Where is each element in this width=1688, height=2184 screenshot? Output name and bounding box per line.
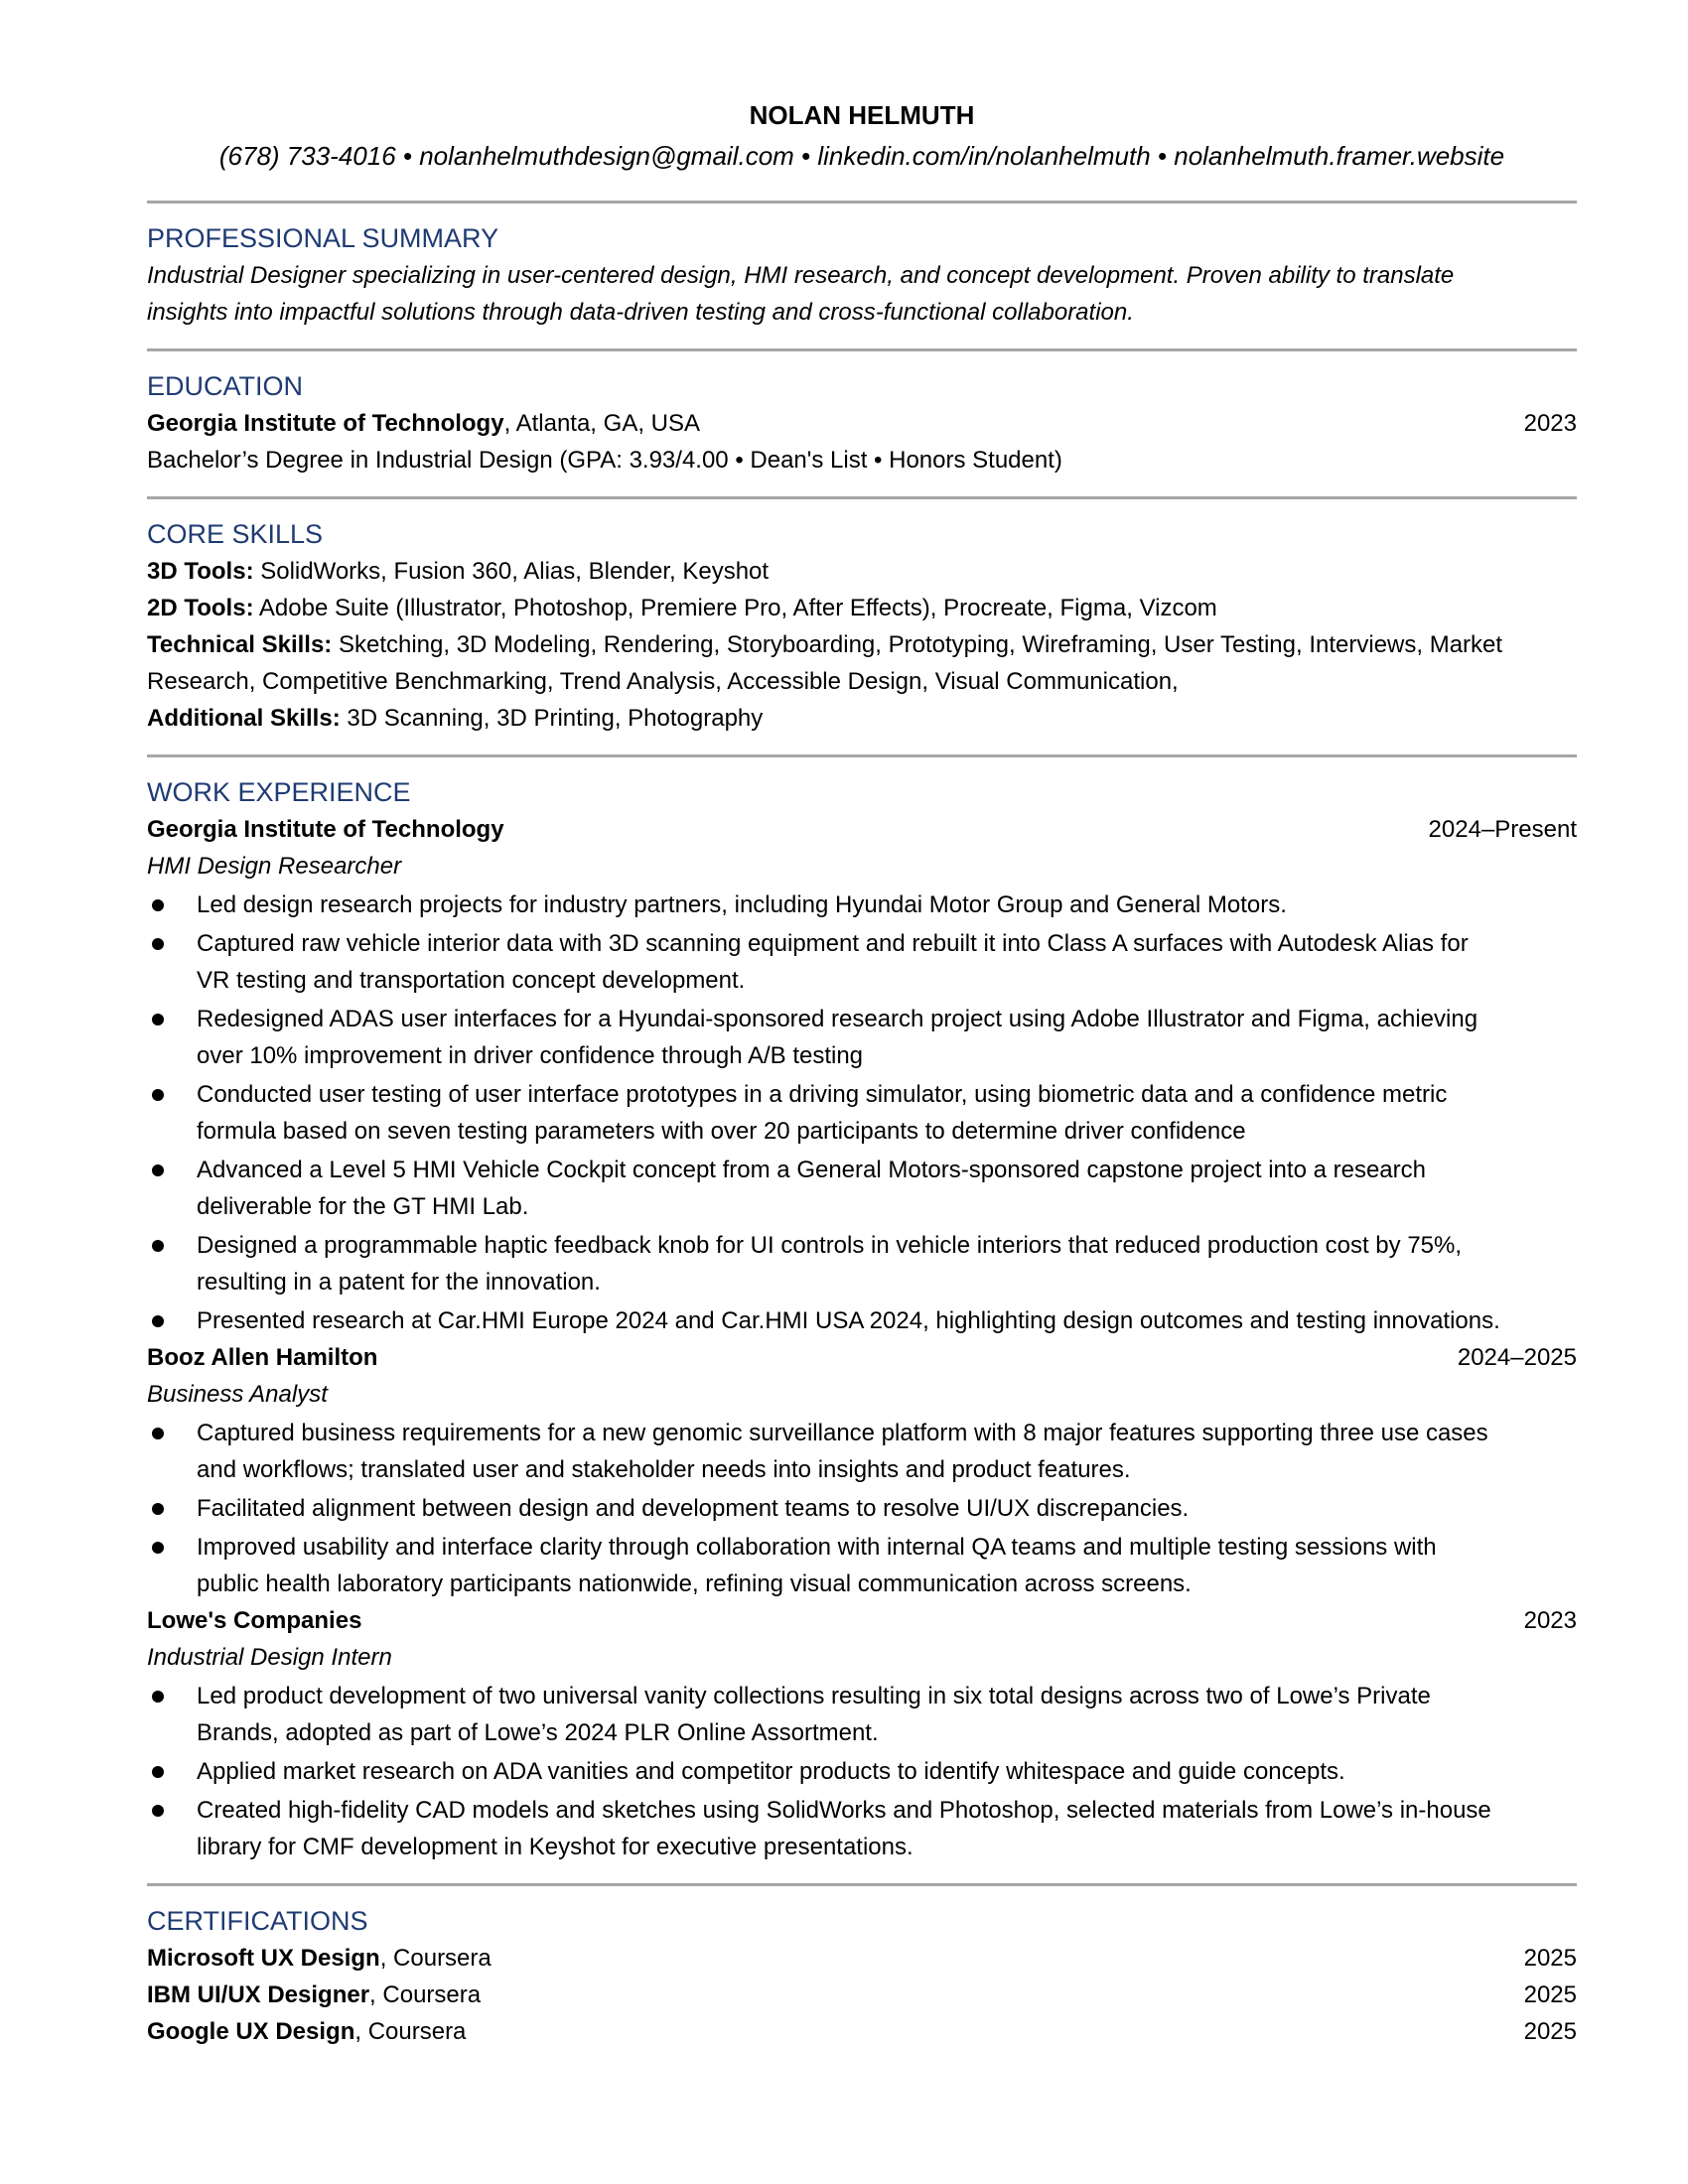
bullet-dot-icon: [152, 938, 164, 950]
bullet-dot-icon: [152, 899, 164, 911]
job-bullet: [147, 887, 1577, 923]
job-header: [147, 1339, 1577, 1376]
contact-line: (678) 733-4016 • nolanhelmuthdesign@gmail.com • linkedin.com/in/nolanhelmuth • nolanhelmuth.framer.website: [218, 141, 1505, 171]
education-title: EDUCATION: [147, 371, 304, 401]
skill-label: Technical Skills:: [147, 631, 333, 658]
bullet-text-line: Improved usability and interface clarity through collaboration with internal QA teams and multiple testing sessions with: [197, 1534, 1437, 1561]
certification-row: [147, 1977, 1577, 2013]
bullet-text-line: over 10% improvement in driver confidence through A/B testing: [197, 1042, 864, 1069]
job-dates: 2024–2025: [1457, 1344, 1577, 1371]
certification-issuer: , Coursera: [354, 2018, 467, 2045]
bullet-dot-icon: [152, 1805, 164, 1817]
bullet-text-line: Led product development of two universal vanity collections resulting in six total designs across two of Lowe’s Private: [197, 1683, 1431, 1709]
bullet-dot-icon: [152, 1691, 164, 1703]
certification-name: Google UX Design: [147, 2018, 355, 2045]
bullet-dot-icon: [152, 1503, 164, 1515]
job-bullet: [147, 1076, 1577, 1150]
certification-row: [147, 2013, 1577, 2050]
job-role: Business Analyst: [147, 1381, 328, 1408]
job-header: [147, 1602, 1577, 1639]
skill-values: Adobe Suite (Illustrator, Photoshop, Premiere Pro, After Effects), Procreate, Figma, Vizcom: [253, 595, 1217, 621]
bullet-text-line: Presented research at Car.HMI Europe 2024 and Car.HMI USA 2024, highlighting design outcomes and testing innovations.: [197, 1307, 1500, 1334]
bullet-text-line: formula based on seven testing parameters with over 20 participants to determine driver confidence: [197, 1118, 1246, 1145]
job-bullet: [147, 1415, 1577, 1488]
bullet-text-line: library for CMF development in Keyshot for executive presentations.: [197, 1834, 914, 1860]
job-role: Industrial Design Intern: [147, 1644, 392, 1671]
skill-line-continued: Research, Competitive Benchmarking, Trend Analysis, Accessible Design, Visual Communication,: [147, 668, 1179, 695]
jobs-list: [147, 811, 1577, 1865]
summary-title: PROFESSIONAL SUMMARY: [147, 223, 499, 253]
job-bullet: [147, 925, 1577, 999]
job-header: [147, 811, 1577, 848]
skill-label: Additional Skills:: [147, 705, 341, 732]
bullet-dot-icon: [152, 1089, 164, 1101]
bullet-dot-icon: [152, 1240, 164, 1252]
bullet-dot-icon: [152, 1428, 164, 1439]
education-row: [147, 405, 1577, 442]
experience-title: WORK EXPERIENCE: [147, 777, 411, 807]
bullet-text-line: Conducted user testing of user interface prototypes in a driving simulator, using biometric data and a confidence metric: [197, 1081, 1448, 1108]
education-year: 2023: [1523, 410, 1577, 437]
certification-issuer: , Coursera: [369, 1981, 482, 2008]
education-section: [147, 351, 1577, 496]
bullet-text-line: resulting in a patent for the innovation.: [197, 1269, 601, 1296]
certification-year: 2025: [1523, 1981, 1577, 2008]
skills-section: [147, 499, 1577, 754]
bullet-text-line: and workflows; translated user and stakeholder needs into insights and product features.: [197, 1456, 1131, 1483]
job-bullet: [147, 1792, 1577, 1865]
certification-issuer: , Coursera: [379, 1945, 492, 1972]
job-bullet: [147, 1490, 1577, 1527]
skill-line: [147, 590, 1577, 626]
bullet-dot-icon: [152, 1164, 164, 1176]
bullet-dot-icon: [152, 1315, 164, 1327]
job-dates: 2023: [1523, 1607, 1577, 1634]
bullet-text-line: Redesigned ADAS user interfaces for a Hyundai-sponsored research project using Adobe Illustrator and Figma, achieving: [197, 1006, 1478, 1032]
summary-line: Industrial Designer specializing in user-centered design, HMI research, and concept development. Proven ability to translate: [147, 262, 1455, 289]
skills-title: CORE SKILLS: [147, 519, 324, 549]
bullet-text-line: Created high-fidelity CAD models and sketches using SolidWorks and Photoshop, selected materials from Lowe’s in-house: [197, 1797, 1491, 1824]
job-bullet: [147, 1753, 1577, 1790]
certification-year: 2025: [1523, 2018, 1577, 2045]
resume-content: [147, 95, 1577, 2068]
company-name: Georgia Institute of Technology: [147, 816, 504, 843]
skill-label: 2D Tools:: [147, 595, 254, 621]
bullet-text-line: Captured business requirements for a new genomic surveillance platform with 8 major features supporting three use cases: [197, 1420, 1488, 1446]
job-bullet: [147, 1001, 1577, 1074]
summary-section: [147, 204, 1577, 348]
bullet-dot-icon: [152, 1542, 164, 1554]
bullet-text-line: VR testing and transportation concept development.: [197, 967, 746, 994]
degree-line: Bachelor’s Degree in Industrial Design (GPA: 3.93/4.00 • Dean's List • Honors Student): [147, 447, 1062, 474]
skill-values: Sketching, 3D Modeling, Rendering, Storyboarding, Prototyping, Wireframing, User Testing, Interviews, Market: [332, 631, 1503, 658]
certification-name: IBM UI/UX Designer: [147, 1981, 370, 2008]
bullet-dot-icon: [152, 1766, 164, 1778]
summary-line: insights into impactful solutions through data-driven testing and cross-functional collaboration.: [147, 299, 1134, 326]
school-location: , Atlanta, GA, USA: [503, 410, 701, 437]
job-dates: 2024–Present: [1428, 816, 1577, 843]
skill-values: SolidWorks, Fusion 360, Alias, Blender, Keyshot: [253, 558, 770, 585]
skill-line: [147, 700, 1577, 737]
certifications-title: CERTIFICATIONS: [147, 1906, 368, 1936]
school-name: Georgia Institute of Technology: [147, 410, 504, 437]
job-bullet: [147, 1227, 1577, 1300]
bullet-text-line: Led design research projects for industry partners, including Hyundai Motor Group and General Motors.: [197, 891, 1287, 918]
job-bullet: [147, 1678, 1577, 1751]
skill-values: 3D Scanning, 3D Printing, Photography: [340, 705, 764, 732]
job-bullet: [147, 1152, 1577, 1225]
company-name: Lowe's Companies: [147, 1607, 362, 1634]
job-role: HMI Design Researcher: [147, 853, 402, 880]
company-name: Booz Allen Hamilton: [147, 1344, 378, 1371]
job-bullet: [147, 1529, 1577, 1602]
skill-line: [147, 553, 1577, 590]
bullet-text-line: Brands, adopted as part of Lowe’s 2024 PLR Online Assortment.: [197, 1719, 879, 1746]
certification-name: Microsoft UX Design: [147, 1945, 380, 1972]
bullet-dot-icon: [152, 1014, 164, 1025]
bullet-text-line: Advanced a Level 5 HMI Vehicle Cockpit concept from a General Motors-sponsored capstone project into a research: [197, 1157, 1426, 1183]
job-bullet: [147, 1302, 1577, 1339]
skill-label: 3D Tools:: [147, 558, 254, 585]
bullet-text-line: public health laboratory participants nationwide, refining visual communication across screens.: [197, 1570, 1192, 1597]
bullet-text-line: Designed a programmable haptic feedback knob for UI controls in vehicle interiors that reduced production cost by 75%,: [197, 1232, 1463, 1259]
certification-row: [147, 1940, 1577, 1977]
certification-year: 2025: [1523, 1945, 1577, 1972]
skill-line: [147, 626, 1577, 663]
bullet-text-line: Captured raw vehicle interior data with 3D scanning equipment and rebuilt it into Class A surfaces with Autodesk Alias for: [197, 930, 1469, 957]
bullet-text-line: deliverable for the GT HMI Lab.: [197, 1193, 529, 1220]
bullet-text-line: Facilitated alignment between design and development teams to resolve UI/UX discrepancies.: [197, 1495, 1190, 1522]
certifications-section: [147, 1886, 1577, 2068]
candidate-name: NOLAN HELMUTH: [749, 100, 975, 130]
bullet-text-line: Applied market research on ADA vanities and competitor products to identify whitespace and guide concepts.: [197, 1758, 1345, 1785]
experience-section: [147, 757, 1577, 1883]
